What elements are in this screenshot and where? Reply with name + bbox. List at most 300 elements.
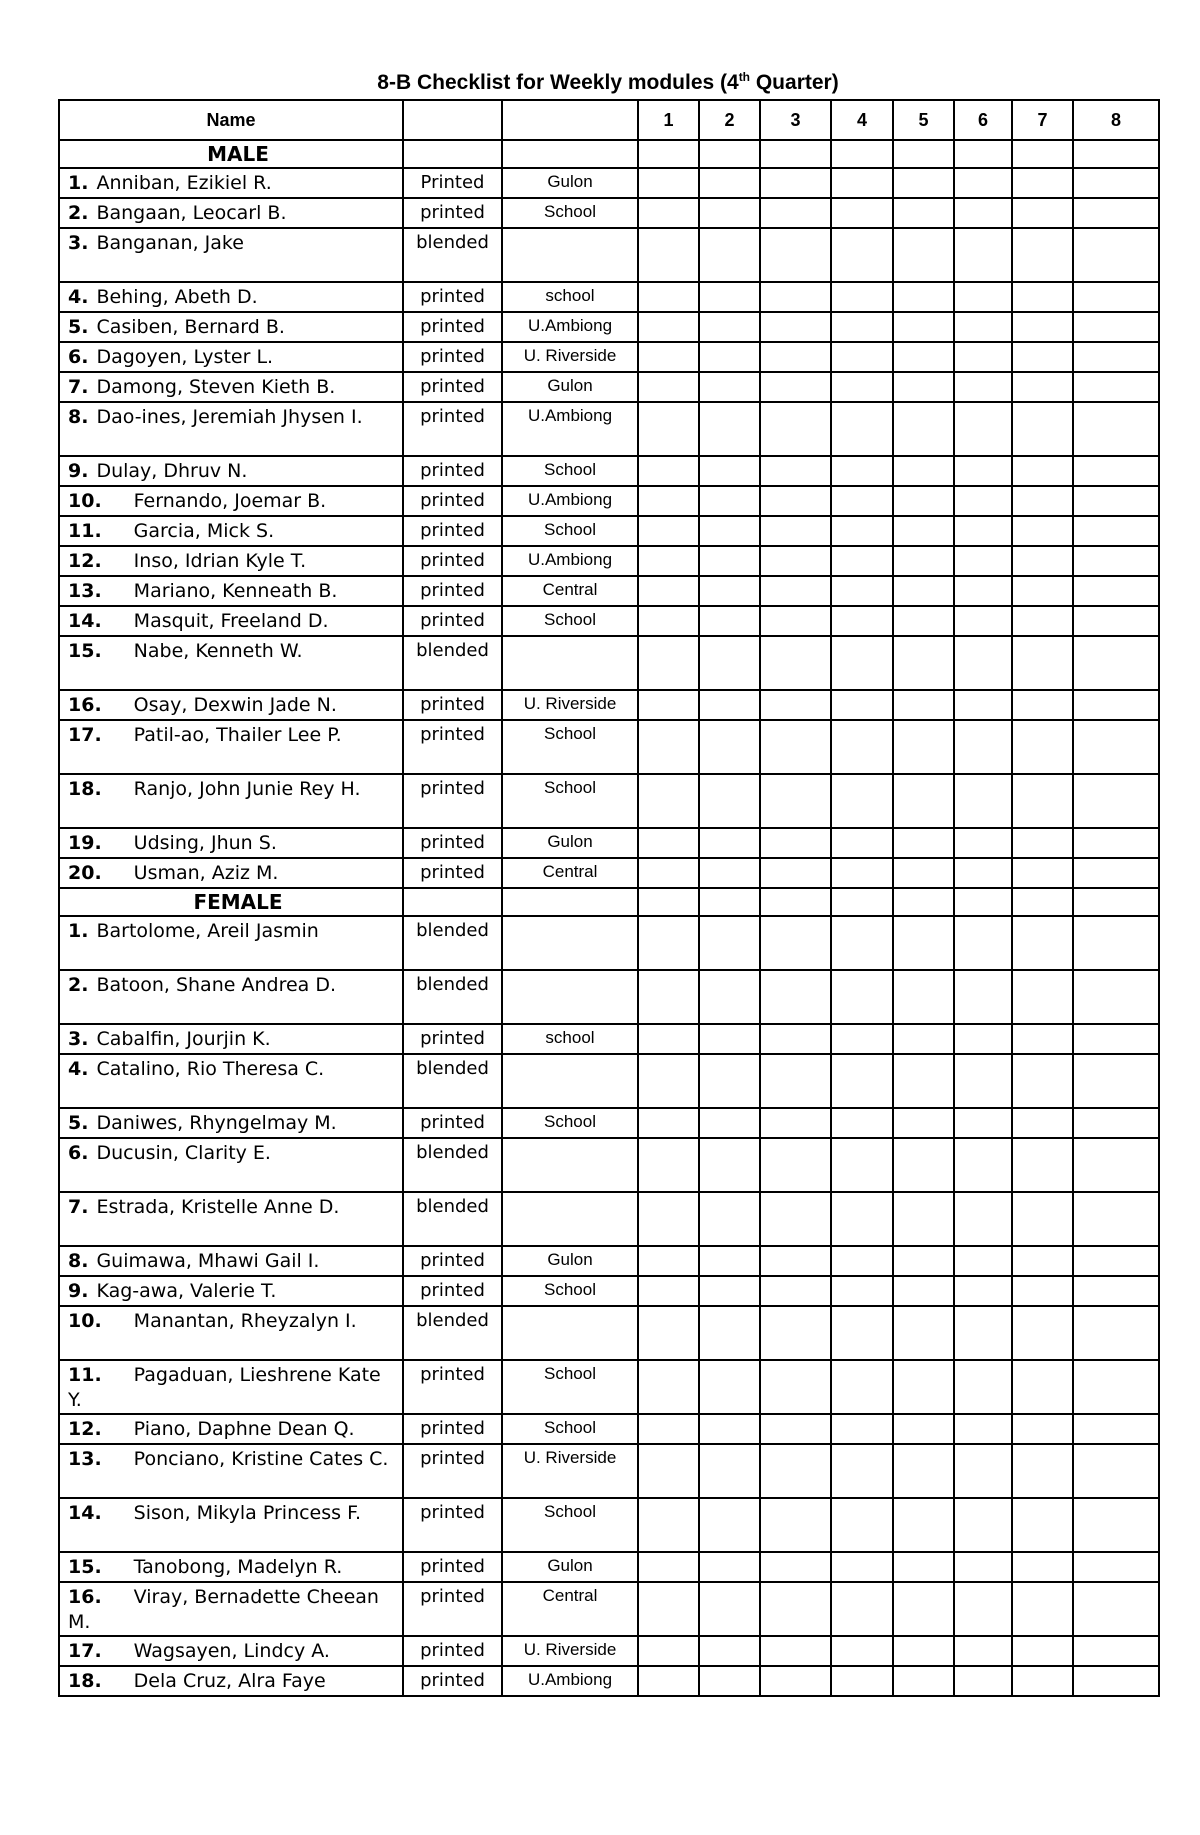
week-8-check-cell[interactable] bbox=[1073, 516, 1159, 546]
week-1-check-cell[interactable] bbox=[638, 1138, 699, 1192]
week-8-check-cell[interactable] bbox=[1073, 576, 1159, 606]
week-4-check-cell[interactable] bbox=[831, 516, 893, 546]
week-6-check-cell[interactable] bbox=[954, 1246, 1012, 1276]
week-6-check-cell[interactable] bbox=[954, 690, 1012, 720]
week-1-check-cell[interactable] bbox=[638, 1636, 699, 1666]
week-7-check-cell[interactable] bbox=[1012, 342, 1073, 372]
week-7-check-cell[interactable] bbox=[1012, 606, 1073, 636]
week-7-check-cell[interactable] bbox=[1012, 1054, 1073, 1108]
week-3-check-cell[interactable] bbox=[760, 1276, 831, 1306]
week-2-check-cell[interactable] bbox=[699, 1192, 760, 1246]
week-2-check-cell[interactable] bbox=[699, 546, 760, 576]
week-5-check-cell[interactable] bbox=[893, 168, 954, 198]
week-5-check-cell[interactable] bbox=[893, 546, 954, 576]
week-2-check-cell[interactable] bbox=[699, 456, 760, 486]
week-4-check-cell[interactable] bbox=[831, 372, 893, 402]
week-8-check-cell[interactable] bbox=[1073, 486, 1159, 516]
week-3-check-cell[interactable] bbox=[760, 516, 831, 546]
week-1-check-cell[interactable] bbox=[638, 342, 699, 372]
week-8-check-cell[interactable] bbox=[1073, 1276, 1159, 1306]
week-5-check-cell[interactable] bbox=[893, 858, 954, 888]
week-4-check-cell[interactable] bbox=[831, 1276, 893, 1306]
week-5-check-cell[interactable] bbox=[893, 720, 954, 774]
week-4-check-cell[interactable] bbox=[831, 1192, 893, 1246]
week-3-check-cell[interactable] bbox=[760, 168, 831, 198]
week-3-check-cell[interactable] bbox=[760, 312, 831, 342]
week-1-check-cell[interactable] bbox=[638, 1498, 699, 1552]
week-4-check-cell[interactable] bbox=[831, 1498, 893, 1552]
week-7-check-cell[interactable] bbox=[1012, 1306, 1073, 1360]
week-2-check-cell[interactable] bbox=[699, 1246, 760, 1276]
week-6-check-cell[interactable] bbox=[954, 774, 1012, 828]
week-2-check-cell[interactable] bbox=[699, 1054, 760, 1108]
week-3-check-cell[interactable] bbox=[760, 828, 831, 858]
week-1-check-cell[interactable] bbox=[638, 516, 699, 546]
week-4-check-cell[interactable] bbox=[831, 1360, 893, 1414]
week-4-check-cell[interactable] bbox=[831, 228, 893, 282]
week-5-check-cell[interactable] bbox=[893, 1498, 954, 1552]
week-8-check-cell[interactable] bbox=[1073, 1582, 1159, 1636]
week-3-check-cell[interactable] bbox=[760, 916, 831, 970]
week-4-check-cell[interactable] bbox=[831, 402, 893, 456]
week-2-check-cell[interactable] bbox=[699, 1498, 760, 1552]
week-8-check-cell[interactable] bbox=[1073, 720, 1159, 774]
week-6-check-cell[interactable] bbox=[954, 1192, 1012, 1246]
week-2-check-cell[interactable] bbox=[699, 168, 760, 198]
week-8-check-cell[interactable] bbox=[1073, 774, 1159, 828]
week-6-check-cell[interactable] bbox=[954, 1108, 1012, 1138]
week-6-check-cell[interactable] bbox=[954, 576, 1012, 606]
week-2-check-cell[interactable] bbox=[699, 282, 760, 312]
week-8-check-cell[interactable] bbox=[1073, 1444, 1159, 1498]
week-8-check-cell[interactable] bbox=[1073, 1498, 1159, 1552]
week-2-check-cell[interactable] bbox=[699, 372, 760, 402]
week-2-check-cell[interactable] bbox=[699, 1276, 760, 1306]
week-4-check-cell[interactable] bbox=[831, 1306, 893, 1360]
week-3-check-cell[interactable] bbox=[760, 1444, 831, 1498]
week-1-check-cell[interactable] bbox=[638, 1024, 699, 1054]
week-3-check-cell[interactable] bbox=[760, 1666, 831, 1696]
week-4-check-cell[interactable] bbox=[831, 1138, 893, 1192]
week-7-check-cell[interactable] bbox=[1012, 372, 1073, 402]
week-4-check-cell[interactable] bbox=[831, 1636, 893, 1666]
week-1-check-cell[interactable] bbox=[638, 228, 699, 282]
week-1-check-cell[interactable] bbox=[638, 1276, 699, 1306]
week-2-check-cell[interactable] bbox=[699, 1360, 760, 1414]
week-6-check-cell[interactable] bbox=[954, 828, 1012, 858]
week-3-check-cell[interactable] bbox=[760, 1360, 831, 1414]
week-5-check-cell[interactable] bbox=[893, 828, 954, 858]
week-6-check-cell[interactable] bbox=[954, 636, 1012, 690]
week-7-check-cell[interactable] bbox=[1012, 168, 1073, 198]
week-2-check-cell[interactable] bbox=[699, 858, 760, 888]
week-2-check-cell[interactable] bbox=[699, 1024, 760, 1054]
week-2-check-cell[interactable] bbox=[699, 690, 760, 720]
week-8-check-cell[interactable] bbox=[1073, 1138, 1159, 1192]
week-1-check-cell[interactable] bbox=[638, 456, 699, 486]
week-4-check-cell[interactable] bbox=[831, 1444, 893, 1498]
week-7-check-cell[interactable] bbox=[1012, 720, 1073, 774]
week-7-check-cell[interactable] bbox=[1012, 1498, 1073, 1552]
week-5-check-cell[interactable] bbox=[893, 312, 954, 342]
week-6-check-cell[interactable] bbox=[954, 1636, 1012, 1666]
week-8-check-cell[interactable] bbox=[1073, 456, 1159, 486]
week-2-check-cell[interactable] bbox=[699, 1414, 760, 1444]
week-6-check-cell[interactable] bbox=[954, 1666, 1012, 1696]
week-5-check-cell[interactable] bbox=[893, 1192, 954, 1246]
week-1-check-cell[interactable] bbox=[638, 636, 699, 690]
week-1-check-cell[interactable] bbox=[638, 372, 699, 402]
week-8-check-cell[interactable] bbox=[1073, 312, 1159, 342]
week-6-check-cell[interactable] bbox=[954, 1552, 1012, 1582]
week-4-check-cell[interactable] bbox=[831, 546, 893, 576]
week-5-check-cell[interactable] bbox=[893, 198, 954, 228]
week-1-check-cell[interactable] bbox=[638, 690, 699, 720]
week-2-check-cell[interactable] bbox=[699, 1444, 760, 1498]
week-3-check-cell[interactable] bbox=[760, 1192, 831, 1246]
week-7-check-cell[interactable] bbox=[1012, 456, 1073, 486]
week-3-check-cell[interactable] bbox=[760, 636, 831, 690]
week-5-check-cell[interactable] bbox=[893, 1666, 954, 1696]
week-4-check-cell[interactable] bbox=[831, 720, 893, 774]
week-5-check-cell[interactable] bbox=[893, 516, 954, 546]
week-4-check-cell[interactable] bbox=[831, 312, 893, 342]
week-3-check-cell[interactable] bbox=[760, 1138, 831, 1192]
week-4-check-cell[interactable] bbox=[831, 774, 893, 828]
week-5-check-cell[interactable] bbox=[893, 486, 954, 516]
week-8-check-cell[interactable] bbox=[1073, 1024, 1159, 1054]
week-4-check-cell[interactable] bbox=[831, 168, 893, 198]
week-4-check-cell[interactable] bbox=[831, 1108, 893, 1138]
week-8-check-cell[interactable] bbox=[1073, 606, 1159, 636]
week-4-check-cell[interactable] bbox=[831, 456, 893, 486]
week-3-check-cell[interactable] bbox=[760, 1306, 831, 1360]
week-2-check-cell[interactable] bbox=[699, 1552, 760, 1582]
week-4-check-cell[interactable] bbox=[831, 636, 893, 690]
week-5-check-cell[interactable] bbox=[893, 402, 954, 456]
week-1-check-cell[interactable] bbox=[638, 858, 699, 888]
week-4-check-cell[interactable] bbox=[831, 282, 893, 312]
week-7-check-cell[interactable] bbox=[1012, 1360, 1073, 1414]
week-8-check-cell[interactable] bbox=[1073, 1360, 1159, 1414]
week-7-check-cell[interactable] bbox=[1012, 1138, 1073, 1192]
week-2-check-cell[interactable] bbox=[699, 720, 760, 774]
week-4-check-cell[interactable] bbox=[831, 828, 893, 858]
week-8-check-cell[interactable] bbox=[1073, 1414, 1159, 1444]
week-7-check-cell[interactable] bbox=[1012, 690, 1073, 720]
week-3-check-cell[interactable] bbox=[760, 1552, 831, 1582]
week-4-check-cell[interactable] bbox=[831, 858, 893, 888]
week-7-check-cell[interactable] bbox=[1012, 970, 1073, 1024]
week-5-check-cell[interactable] bbox=[893, 1444, 954, 1498]
week-3-check-cell[interactable] bbox=[760, 402, 831, 456]
week-8-check-cell[interactable] bbox=[1073, 228, 1159, 282]
week-3-check-cell[interactable] bbox=[760, 606, 831, 636]
week-5-check-cell[interactable] bbox=[893, 1276, 954, 1306]
week-2-check-cell[interactable] bbox=[699, 1666, 760, 1696]
week-5-check-cell[interactable] bbox=[893, 1360, 954, 1414]
week-6-check-cell[interactable] bbox=[954, 1138, 1012, 1192]
week-1-check-cell[interactable] bbox=[638, 576, 699, 606]
week-5-check-cell[interactable] bbox=[893, 916, 954, 970]
week-4-check-cell[interactable] bbox=[831, 916, 893, 970]
week-7-check-cell[interactable] bbox=[1012, 858, 1073, 888]
week-7-check-cell[interactable] bbox=[1012, 1192, 1073, 1246]
week-4-check-cell[interactable] bbox=[831, 970, 893, 1024]
week-7-check-cell[interactable] bbox=[1012, 1444, 1073, 1498]
week-1-check-cell[interactable] bbox=[638, 606, 699, 636]
week-4-check-cell[interactable] bbox=[831, 198, 893, 228]
week-1-check-cell[interactable] bbox=[638, 486, 699, 516]
week-8-check-cell[interactable] bbox=[1073, 970, 1159, 1024]
week-7-check-cell[interactable] bbox=[1012, 1246, 1073, 1276]
week-1-check-cell[interactable] bbox=[638, 1582, 699, 1636]
week-3-check-cell[interactable] bbox=[760, 1108, 831, 1138]
week-5-check-cell[interactable] bbox=[893, 1306, 954, 1360]
week-2-check-cell[interactable] bbox=[699, 312, 760, 342]
week-2-check-cell[interactable] bbox=[699, 516, 760, 546]
week-6-check-cell[interactable] bbox=[954, 858, 1012, 888]
week-6-check-cell[interactable] bbox=[954, 402, 1012, 456]
week-2-check-cell[interactable] bbox=[699, 636, 760, 690]
week-7-check-cell[interactable] bbox=[1012, 1636, 1073, 1666]
week-7-check-cell[interactable] bbox=[1012, 774, 1073, 828]
week-8-check-cell[interactable] bbox=[1073, 402, 1159, 456]
week-3-check-cell[interactable] bbox=[760, 456, 831, 486]
week-8-check-cell[interactable] bbox=[1073, 1246, 1159, 1276]
week-4-check-cell[interactable] bbox=[831, 486, 893, 516]
week-6-check-cell[interactable] bbox=[954, 228, 1012, 282]
week-1-check-cell[interactable] bbox=[638, 970, 699, 1024]
week-5-check-cell[interactable] bbox=[893, 282, 954, 312]
week-5-check-cell[interactable] bbox=[893, 1108, 954, 1138]
week-8-check-cell[interactable] bbox=[1073, 198, 1159, 228]
week-4-check-cell[interactable] bbox=[831, 1552, 893, 1582]
week-7-check-cell[interactable] bbox=[1012, 1108, 1073, 1138]
week-1-check-cell[interactable] bbox=[638, 1192, 699, 1246]
week-7-check-cell[interactable] bbox=[1012, 828, 1073, 858]
week-4-check-cell[interactable] bbox=[831, 1582, 893, 1636]
week-7-check-cell[interactable] bbox=[1012, 1024, 1073, 1054]
week-3-check-cell[interactable] bbox=[760, 1246, 831, 1276]
week-8-check-cell[interactable] bbox=[1073, 1054, 1159, 1108]
week-1-check-cell[interactable] bbox=[638, 828, 699, 858]
week-6-check-cell[interactable] bbox=[954, 198, 1012, 228]
week-6-check-cell[interactable] bbox=[954, 1444, 1012, 1498]
week-6-check-cell[interactable] bbox=[954, 372, 1012, 402]
week-7-check-cell[interactable] bbox=[1012, 546, 1073, 576]
week-4-check-cell[interactable] bbox=[831, 1414, 893, 1444]
week-8-check-cell[interactable] bbox=[1073, 858, 1159, 888]
week-6-check-cell[interactable] bbox=[954, 342, 1012, 372]
week-6-check-cell[interactable] bbox=[954, 1498, 1012, 1552]
week-5-check-cell[interactable] bbox=[893, 228, 954, 282]
week-7-check-cell[interactable] bbox=[1012, 1666, 1073, 1696]
week-1-check-cell[interactable] bbox=[638, 1360, 699, 1414]
week-1-check-cell[interactable] bbox=[638, 1444, 699, 1498]
week-6-check-cell[interactable] bbox=[954, 1360, 1012, 1414]
week-6-check-cell[interactable] bbox=[954, 1414, 1012, 1444]
week-8-check-cell[interactable] bbox=[1073, 342, 1159, 372]
week-3-check-cell[interactable] bbox=[760, 1054, 831, 1108]
week-8-check-cell[interactable] bbox=[1073, 372, 1159, 402]
week-4-check-cell[interactable] bbox=[831, 690, 893, 720]
week-7-check-cell[interactable] bbox=[1012, 1582, 1073, 1636]
week-3-check-cell[interactable] bbox=[760, 720, 831, 774]
week-6-check-cell[interactable] bbox=[954, 970, 1012, 1024]
week-4-check-cell[interactable] bbox=[831, 1246, 893, 1276]
week-6-check-cell[interactable] bbox=[954, 1054, 1012, 1108]
week-5-check-cell[interactable] bbox=[893, 690, 954, 720]
week-3-check-cell[interactable] bbox=[760, 372, 831, 402]
week-7-check-cell[interactable] bbox=[1012, 1552, 1073, 1582]
week-8-check-cell[interactable] bbox=[1073, 690, 1159, 720]
week-7-check-cell[interactable] bbox=[1012, 1414, 1073, 1444]
week-2-check-cell[interactable] bbox=[699, 228, 760, 282]
week-3-check-cell[interactable] bbox=[760, 342, 831, 372]
week-5-check-cell[interactable] bbox=[893, 1054, 954, 1108]
week-4-check-cell[interactable] bbox=[831, 576, 893, 606]
week-5-check-cell[interactable] bbox=[893, 970, 954, 1024]
week-1-check-cell[interactable] bbox=[638, 1306, 699, 1360]
week-5-check-cell[interactable] bbox=[893, 1246, 954, 1276]
week-5-check-cell[interactable] bbox=[893, 774, 954, 828]
week-3-check-cell[interactable] bbox=[760, 970, 831, 1024]
week-5-check-cell[interactable] bbox=[893, 1552, 954, 1582]
week-7-check-cell[interactable] bbox=[1012, 282, 1073, 312]
week-1-check-cell[interactable] bbox=[638, 402, 699, 456]
week-8-check-cell[interactable] bbox=[1073, 636, 1159, 690]
week-3-check-cell[interactable] bbox=[760, 690, 831, 720]
week-8-check-cell[interactable] bbox=[1073, 1108, 1159, 1138]
week-1-check-cell[interactable] bbox=[638, 168, 699, 198]
week-6-check-cell[interactable] bbox=[954, 282, 1012, 312]
week-3-check-cell[interactable] bbox=[760, 858, 831, 888]
week-2-check-cell[interactable] bbox=[699, 1582, 760, 1636]
week-8-check-cell[interactable] bbox=[1073, 282, 1159, 312]
week-2-check-cell[interactable] bbox=[699, 1138, 760, 1192]
week-7-check-cell[interactable] bbox=[1012, 636, 1073, 690]
week-4-check-cell[interactable] bbox=[831, 1666, 893, 1696]
week-1-check-cell[interactable] bbox=[638, 546, 699, 576]
week-6-check-cell[interactable] bbox=[954, 1024, 1012, 1054]
week-7-check-cell[interactable] bbox=[1012, 312, 1073, 342]
week-5-check-cell[interactable] bbox=[893, 1636, 954, 1666]
week-5-check-cell[interactable] bbox=[893, 1414, 954, 1444]
week-1-check-cell[interactable] bbox=[638, 312, 699, 342]
week-3-check-cell[interactable] bbox=[760, 774, 831, 828]
week-2-check-cell[interactable] bbox=[699, 198, 760, 228]
week-7-check-cell[interactable] bbox=[1012, 402, 1073, 456]
week-8-check-cell[interactable] bbox=[1073, 1306, 1159, 1360]
week-5-check-cell[interactable] bbox=[893, 456, 954, 486]
week-3-check-cell[interactable] bbox=[760, 486, 831, 516]
week-1-check-cell[interactable] bbox=[638, 282, 699, 312]
week-2-check-cell[interactable] bbox=[699, 606, 760, 636]
week-5-check-cell[interactable] bbox=[893, 636, 954, 690]
week-5-check-cell[interactable] bbox=[893, 1582, 954, 1636]
week-4-check-cell[interactable] bbox=[831, 1054, 893, 1108]
week-2-check-cell[interactable] bbox=[699, 970, 760, 1024]
week-8-check-cell[interactable] bbox=[1073, 1666, 1159, 1696]
week-8-check-cell[interactable] bbox=[1073, 916, 1159, 970]
week-1-check-cell[interactable] bbox=[638, 1108, 699, 1138]
week-8-check-cell[interactable] bbox=[1073, 168, 1159, 198]
week-1-check-cell[interactable] bbox=[638, 916, 699, 970]
week-3-check-cell[interactable] bbox=[760, 1636, 831, 1666]
week-3-check-cell[interactable] bbox=[760, 282, 831, 312]
week-3-check-cell[interactable] bbox=[760, 546, 831, 576]
week-5-check-cell[interactable] bbox=[893, 1024, 954, 1054]
week-2-check-cell[interactable] bbox=[699, 342, 760, 372]
week-3-check-cell[interactable] bbox=[760, 1024, 831, 1054]
week-6-check-cell[interactable] bbox=[954, 1276, 1012, 1306]
week-3-check-cell[interactable] bbox=[760, 1414, 831, 1444]
week-6-check-cell[interactable] bbox=[954, 1582, 1012, 1636]
week-2-check-cell[interactable] bbox=[699, 828, 760, 858]
week-8-check-cell[interactable] bbox=[1073, 1192, 1159, 1246]
week-3-check-cell[interactable] bbox=[760, 1498, 831, 1552]
week-6-check-cell[interactable] bbox=[954, 1306, 1012, 1360]
week-7-check-cell[interactable] bbox=[1012, 1276, 1073, 1306]
week-6-check-cell[interactable] bbox=[954, 516, 1012, 546]
week-3-check-cell[interactable] bbox=[760, 576, 831, 606]
week-7-check-cell[interactable] bbox=[1012, 516, 1073, 546]
week-6-check-cell[interactable] bbox=[954, 546, 1012, 576]
week-8-check-cell[interactable] bbox=[1073, 828, 1159, 858]
week-7-check-cell[interactable] bbox=[1012, 916, 1073, 970]
week-2-check-cell[interactable] bbox=[699, 1108, 760, 1138]
week-1-check-cell[interactable] bbox=[638, 198, 699, 228]
week-3-check-cell[interactable] bbox=[760, 1582, 831, 1636]
week-5-check-cell[interactable] bbox=[893, 1138, 954, 1192]
week-1-check-cell[interactable] bbox=[638, 1246, 699, 1276]
week-4-check-cell[interactable] bbox=[831, 606, 893, 636]
week-1-check-cell[interactable] bbox=[638, 720, 699, 774]
week-6-check-cell[interactable] bbox=[954, 916, 1012, 970]
week-6-check-cell[interactable] bbox=[954, 606, 1012, 636]
week-8-check-cell[interactable] bbox=[1073, 546, 1159, 576]
week-1-check-cell[interactable] bbox=[638, 774, 699, 828]
week-8-check-cell[interactable] bbox=[1073, 1552, 1159, 1582]
week-2-check-cell[interactable] bbox=[699, 774, 760, 828]
week-1-check-cell[interactable] bbox=[638, 1552, 699, 1582]
week-4-check-cell[interactable] bbox=[831, 342, 893, 372]
week-8-check-cell[interactable] bbox=[1073, 1636, 1159, 1666]
week-2-check-cell[interactable] bbox=[699, 402, 760, 456]
week-7-check-cell[interactable] bbox=[1012, 198, 1073, 228]
week-5-check-cell[interactable] bbox=[893, 576, 954, 606]
week-5-check-cell[interactable] bbox=[893, 606, 954, 636]
week-3-check-cell[interactable] bbox=[760, 198, 831, 228]
week-6-check-cell[interactable] bbox=[954, 168, 1012, 198]
week-5-check-cell[interactable] bbox=[893, 342, 954, 372]
week-2-check-cell[interactable] bbox=[699, 916, 760, 970]
week-4-check-cell[interactable] bbox=[831, 1024, 893, 1054]
week-3-check-cell[interactable] bbox=[760, 228, 831, 282]
week-1-check-cell[interactable] bbox=[638, 1666, 699, 1696]
week-5-check-cell[interactable] bbox=[893, 372, 954, 402]
week-2-check-cell[interactable] bbox=[699, 1636, 760, 1666]
week-7-check-cell[interactable] bbox=[1012, 576, 1073, 606]
week-6-check-cell[interactable] bbox=[954, 312, 1012, 342]
week-7-check-cell[interactable] bbox=[1012, 486, 1073, 516]
week-2-check-cell[interactable] bbox=[699, 1306, 760, 1360]
week-6-check-cell[interactable] bbox=[954, 720, 1012, 774]
week-7-check-cell[interactable] bbox=[1012, 228, 1073, 282]
week-1-check-cell[interactable] bbox=[638, 1414, 699, 1444]
week-6-check-cell[interactable] bbox=[954, 486, 1012, 516]
